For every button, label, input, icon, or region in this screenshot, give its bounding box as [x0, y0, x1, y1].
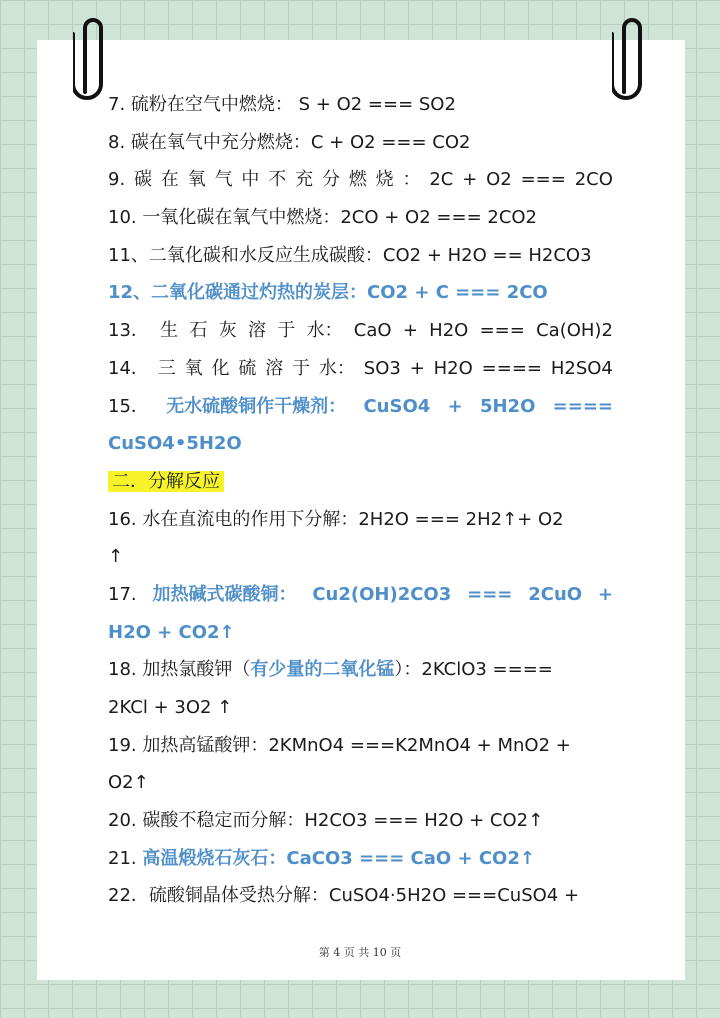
equation-line-16-cont: ↑ [108, 546, 124, 568]
document-body [108, 86, 613, 915]
equation-line-21: 21. 高温煅烧石灰石：CaCO3 === CaO + CO2↑ [108, 847, 535, 869]
equation-line-8: 8. 碳在氧气中充分燃烧：C + O2 === CO2 [108, 131, 471, 153]
equation-line-15-cont: CuSO4•5H2O [108, 433, 242, 455]
equation-line-9: 9. 碳 在 氧 气 中 不 充 分 燃 烧 ： 2C + O2 === 2CO [108, 161, 613, 199]
equation-line-17: 17. 加热碱式碳酸铜： Cu2(OH)2CO3 === 2CuO + [108, 583, 613, 605]
paperclip-icon [612, 14, 652, 104]
section-heading: 二．分解反应 [108, 463, 613, 501]
equation-line-20: 20. 碳酸不稳定而分解：H2CO3 === H2O + CO2↑ [108, 810, 544, 832]
equation-line-10: 10. 一氧化碳在氧气中燃烧：2CO + O2 === 2CO2 [108, 207, 538, 229]
equation-line-13: 13． 生 石 灰 溶 于 水： CaO + H2O === Ca(OH)2 [108, 320, 613, 342]
equation-line-17-cont: H2O + CO2↑ [108, 621, 235, 643]
equation-line-14: 14． 三 氧 化 硫 溶 于 水： SO3 + H2O ==== H2SO4 [108, 357, 613, 379]
paperclip-icon [73, 14, 113, 104]
page-footer: 第 4 页 共 10 页 [318, 946, 402, 959]
equation-line-11: 11、二氧化碳和水反应生成碳酸：CO2 + H2O == H2CO3 [108, 244, 592, 266]
equation-line-7: 7. 硫粉在空气中燃烧： S + O2 === SO2 [108, 94, 456, 115]
equation-line-18-cont: 2KCl + 3O2 ↑ [108, 697, 233, 718]
equation-line-18: 18. 加热氯酸钾（有少量的二氧化锰）：2KClO3 ==== [108, 659, 553, 681]
equation-line-19: 19. 加热高锰酸钾：2KMnO4 ===K2MnO4 + MnO2 + [108, 734, 571, 756]
equation-line-19-cont: O2↑ [108, 772, 149, 794]
equation-line-22: 22．硫酸铜晶体受热分解：CuSO4·5H2O ===CuSO4 + [108, 885, 580, 907]
equation-line-16: 16. 水在直流电的作用下分解：2H2O === 2H2↑+ O2 [108, 508, 564, 530]
equation-line-15: 15． 无水硫酸铜作干燥剂： CuSO4 + 5H2O ==== [108, 395, 613, 417]
equation-line-12: 12、二氧化碳通过灼热的炭层：CO2 + C === 2CO [108, 282, 548, 304]
line-number: 9. [108, 169, 126, 191]
